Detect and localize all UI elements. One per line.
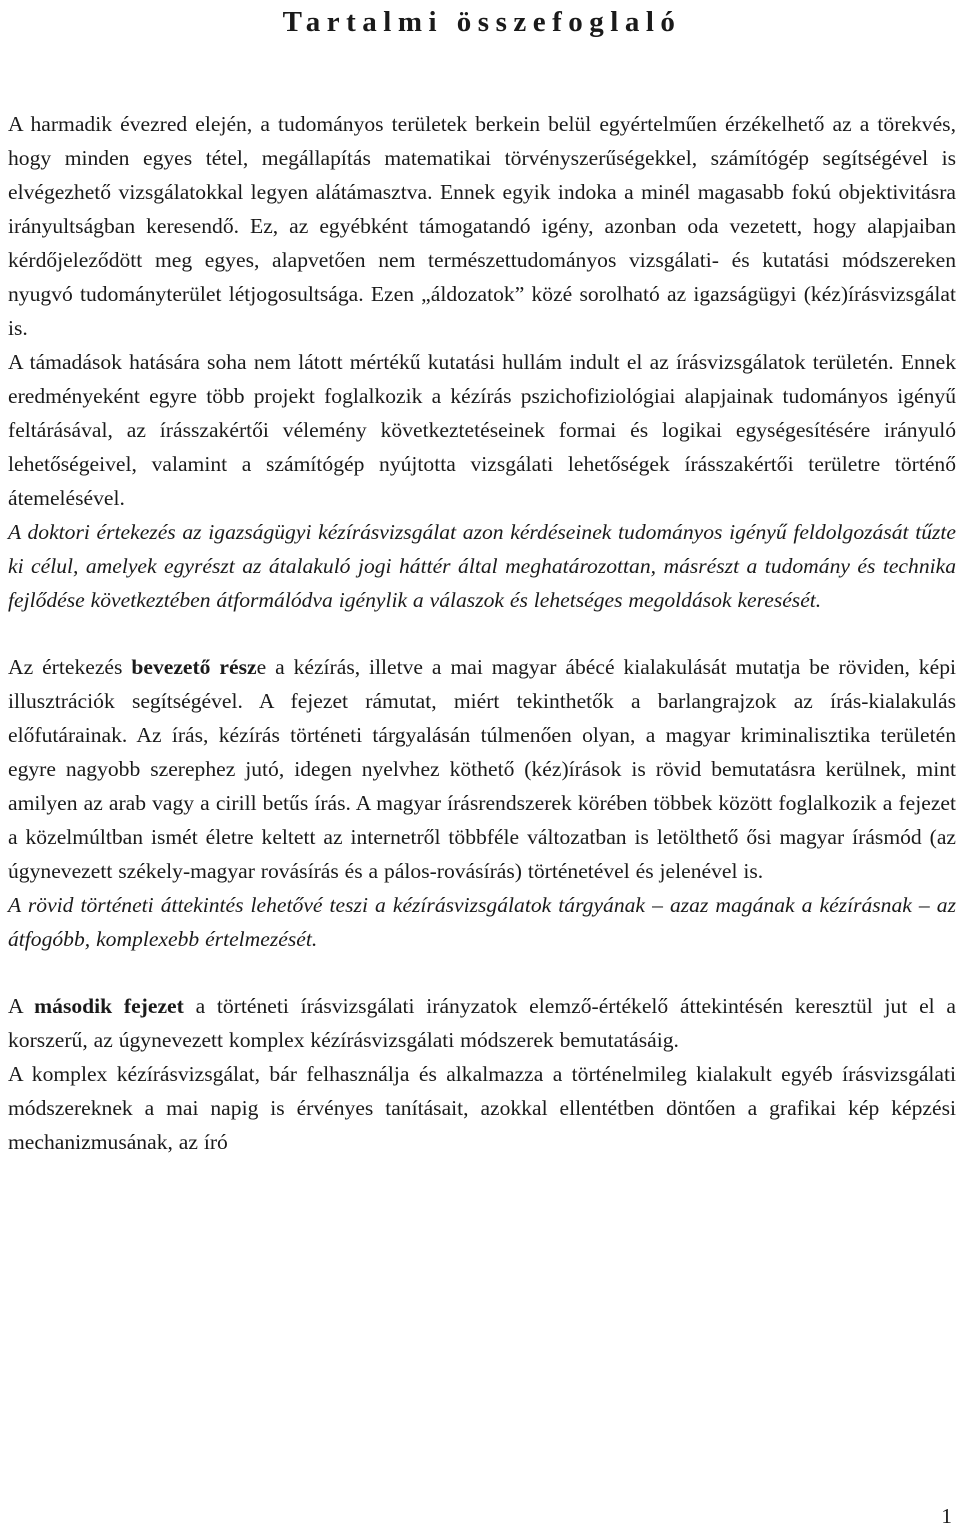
bold-phrase: második fejezet (34, 994, 184, 1018)
paragraph-intro: A harmadik évezred elején, a tudományos területek berkein belül egyértelműen érzékelhető az a törekvés, hogy minden egyes tétel, megállapítás matematikai törvényszerűségekkel, számítógép segítségével is elvégezhető vizsgálatokkal legyen alátámasztva. Ennek egyik indoka a minél magasabb fokú objektivitásra irányultságban keresendő. Ez, az egyébként támogatandó igény, azonban oda vezetett, hogy alapjaiban kérdőjeleződött meg egyes, alapvetően nem természettudományos vizsgálati- és kutatási módszereken nyugvó tudományterület létjogosultsága. Ezen „áldozatok” közé sorolható az igazságügyi (kéz)írásvizsgálat is. (8, 112, 956, 340)
spacer (8, 617, 956, 650)
page-number: 1 (941, 1504, 952, 1528)
paragraph-research-wave: A támadások hatására soha nem látott mértékű kutatási hullám indult el az írásvizsgálatok területén. Ennek eredményeként egyre több projekt foglalkozik a kézírás pszichofiziológiai alapjainak tudományos igényű feltárásával, az írásszakértői vélemény következtetéseinek formai és logikai egységesítésére irányuló lehetőségeivel, valamint a számítógép nyújtotta vizsgálati lehetőségek írásszakértői területre történő átemelésével. (8, 350, 956, 510)
paragraph-text: e a kézírás, illetve a mai magyar ábécé kialakulását mutatja be röviden, képi illusztrációk segítségével. A fejezet rámutat, miért tekinthetők a barlangrajzok az írás-kialakulás előfutárainak. Az írás, kézírás történeti tárgyalásán túlmenően olyan, a magyar kriminalisztika területén egyre nagyobb szerephez jutó, idegen nyelvhez köthető (kéz)írások is rövid bemutatásra kerülnek, mint amilyen az arab vagy a cirill betűs írás. A magyar írásrendszerek körében többek között foglalkozik a fejezet a közelmúltban ismét életre keltett az internetről többféle változatban is letölthető ősi magyar írásmód (az úgynevezett székely-magyar rovásírás és a pálos-rovásírás) történetével és jelenével is. (8, 655, 956, 883)
paragraph-introduction-chapter (8, 650, 956, 888)
paragraph-complex-examination: A komplex kézírásvizsgálat, bár felhasználja és alkalmazza a történelmileg kialakult egyéb írásvizsgálati módszereknek a mai napig is érvényes tanításait, azokkal ellentétben döntően a grafikai kép képzési mechanizmusának, az író (8, 1062, 956, 1154)
bold-phrase: bevezető rész (131, 655, 257, 679)
paragraph-text: a történeti írásvizsgálati irányzatok elemző-értékelő áttekintésén keresztül jut el a korszerű, az úgynevezett komplex kézírásvizsgálati módszerek bemutatásáig. (8, 994, 956, 1052)
paragraph-historical-overview: A rövid történeti áttekintés lehetővé teszi a kézírásvizsgálatok tárgyának – azaz magának a kézírásnak – az átfogóbb, komplexebb értelmezését. (8, 893, 956, 951)
spacer (8, 956, 956, 989)
paragraph-thesis-goal: A doktori értekezés az igazságügyi kézírásvizsgálat azon kérdéseinek tudományos igényű feldolgozását tűzte ki célul, amelyek egyrészt az átalakuló jogi háttér által meghatározottan, másrészt a tudomány és technika fejlődése következtében átformálódva igénylik a válaszok és lehetséges megoldások keresését. (8, 520, 956, 612)
paragraph-text: Az értekezés (8, 655, 132, 679)
paragraph-second-chapter (8, 989, 956, 1057)
page-title: Tartalmi összefoglaló (282, 6, 682, 38)
paragraph-text: A (8, 994, 35, 1018)
document-page (8, 0, 956, 1159)
spacer (8, 46, 956, 107)
